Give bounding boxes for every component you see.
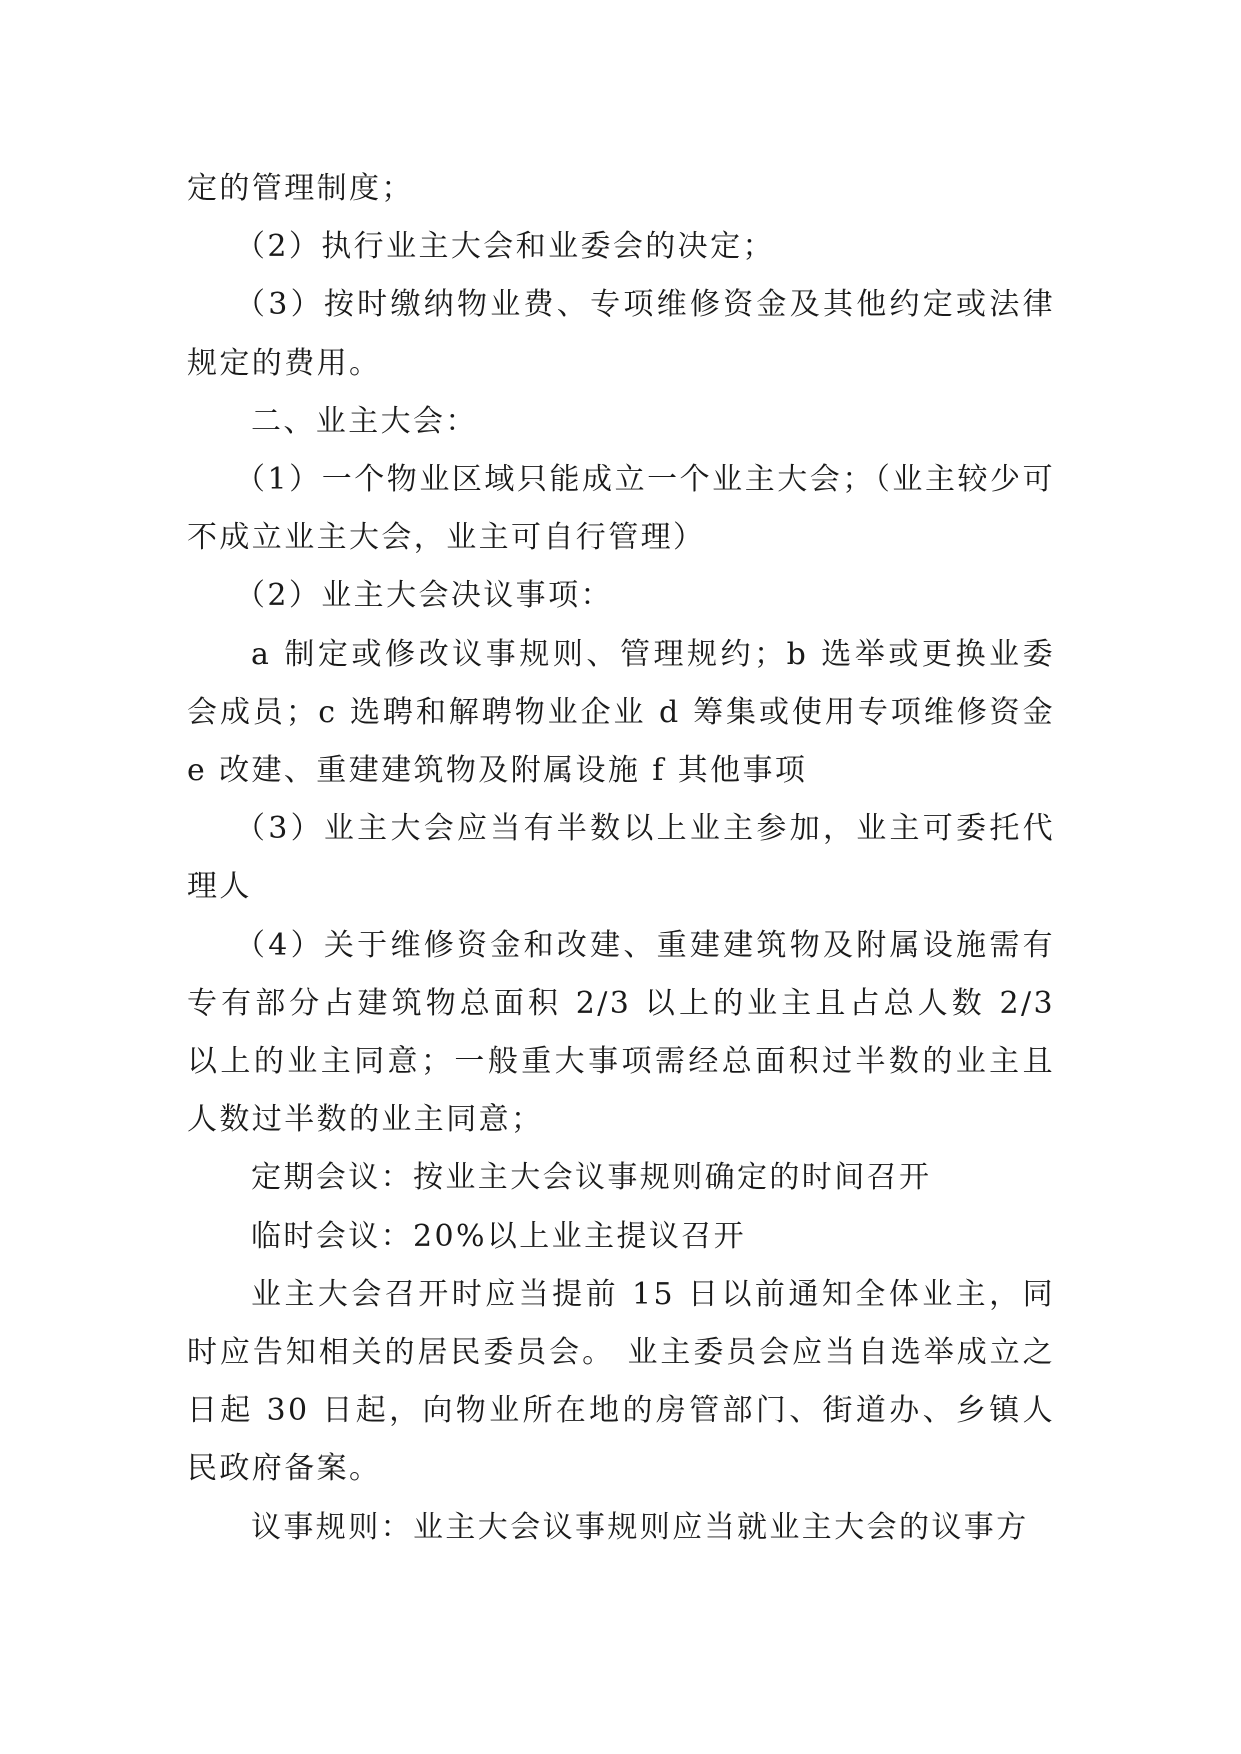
paragraph-item-2-execute: （2）执行业主大会和业委会的决定； [235,229,775,265]
section-heading-owners-assembly: 二、业主大会： [251,403,478,439]
paragraph-item-3-fees: （3）按时缴纳物业费、专项维修资金及其他约定或法律规定的费用。 [187,287,1055,381]
paragraph-item-3-attendance: （3）业主大会应当有半数以上业主参加，业主可委托代理人 [187,811,1055,905]
paragraph-management-rules: 定的管理制度； [187,171,414,206]
paragraph-temporary-meeting: 临时会议：20%以上业主提议召开 [251,1218,747,1254]
paragraph-notice-filing: 业主大会召开时应当提前 15 日以前通知全体业主，同时应告知相关的居民委员会。 业主委员会应当自选举成立之日起 30 日起，向物业所在地的房管部门、街道办、乡镇人民政府备案。 [187,1276,1055,1487]
paragraph-regular-meeting: 定期会议：按业主大会议事规则确定的时间召开 [251,1160,932,1196]
paragraph-item-4-voting: （4）关于维修资金和改建、重建建筑物及附属设施需有专有部分占建筑物总面积 2/3 以上的业主且占总人数 2/3 以上的业主同意；一般重大事项需经总面积过半数的业主且人数过半数的业主同意； [187,927,1055,1138]
paragraph-item-1-one-assembly: （1）一个物业区域只能成立一个业主大会；（业主较少可不成立业主大会，业主可自行管理） [187,462,1055,556]
paragraph-resolution-list: a 制定或修改议事规则、管理规约；b 选举或更换业委会成员；c 选聘和解聘物业企业 d 筹集或使用专项维修资金 e 改建、重建建筑物及附属设施 f 其他事项 [187,636,1055,789]
paragraph-item-2-resolutions: （2）业主大会决议事项： [235,578,613,614]
paragraph-procedure-rules: 议事规则：业主大会议事规则应当就业主大会的议事方 [251,1509,1029,1545]
body-text [187,160,1055,1557]
